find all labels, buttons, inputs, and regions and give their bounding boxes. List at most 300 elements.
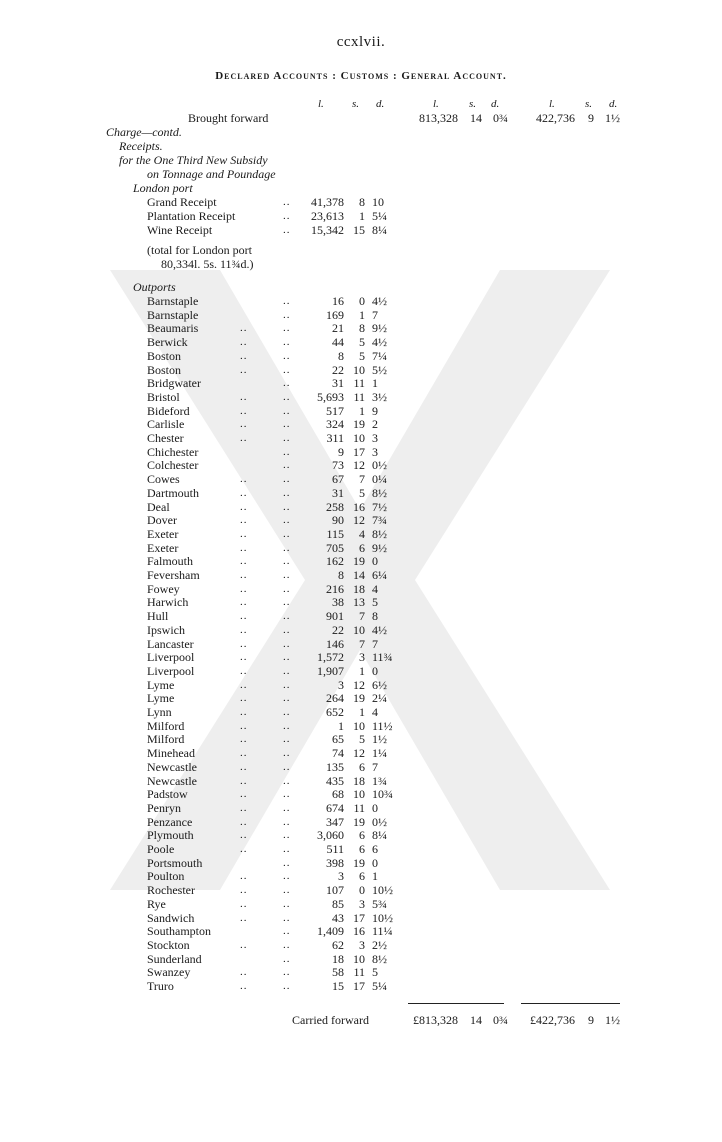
london-row-d: 5¼ <box>372 209 387 223</box>
outport-name: Cowes <box>147 472 180 487</box>
outport-s: 19 <box>353 691 365 706</box>
leader-dots: .. <box>283 692 291 705</box>
brought-forward-third-d: 1½ <box>605 111 620 125</box>
outport-s: 1 <box>359 307 365 322</box>
outport-name: Berwick <box>147 335 188 350</box>
outport-l: 74 <box>332 746 344 761</box>
outport-d: 0¼ <box>372 472 387 487</box>
outport-s: 5 <box>359 485 365 500</box>
leader-dots: .. <box>283 459 291 472</box>
leader-dots: .. <box>283 445 291 458</box>
outport-d: 5 <box>372 965 378 980</box>
running-header: Declared Accounts : Customs : General Account. <box>215 70 507 82</box>
outport-s: 4 <box>359 526 365 541</box>
outport-s: 5 <box>359 348 365 363</box>
outport-l: 15 <box>332 979 344 993</box>
outport-d: 2 <box>372 417 378 432</box>
leader-dots: .. <box>283 911 291 924</box>
leader-dots: .. <box>240 829 248 842</box>
outport-s: 0 <box>359 883 365 898</box>
outport-name: Chester <box>147 431 184 445</box>
leader-dots: .. <box>283 884 291 897</box>
leader-dots: .. <box>283 404 291 417</box>
london-row-d: 10 <box>372 195 384 209</box>
leader-dots: .. <box>283 952 291 965</box>
outport-l: 73 <box>332 458 344 473</box>
outport-name: Poole <box>147 842 175 856</box>
leader-dots: .. <box>240 390 248 403</box>
outport-d: 5 <box>372 595 378 610</box>
outport-name: Rye <box>147 896 166 911</box>
leader-dots: .. <box>283 925 291 938</box>
receipts-label: Receipts. <box>119 139 163 153</box>
leader-dots: .. <box>283 829 291 842</box>
outport-l: 65 <box>332 732 344 747</box>
outport-name: Harwich <box>147 595 189 610</box>
column-head-second-0: l. <box>433 98 439 110</box>
outport-s: 7 <box>359 472 365 487</box>
outport-l: 162 <box>326 554 344 569</box>
outport-l: 901 <box>326 609 344 624</box>
outport-name: Milford <box>147 732 185 747</box>
outport-name: Fowey <box>147 581 180 596</box>
leader-dots: .. <box>283 210 291 222</box>
outport-d: 0½ <box>372 458 387 473</box>
leader-dots: .. <box>240 349 248 362</box>
outport-name: Falmouth <box>147 554 194 569</box>
outport-s: 6 <box>359 828 365 843</box>
outport-s: 6 <box>359 540 365 555</box>
outport-name: Poulton <box>147 869 185 884</box>
column-head-main-2: d. <box>376 98 385 110</box>
outport-name: Bridgwater <box>147 376 201 391</box>
outport-l: 674 <box>326 800 344 815</box>
outport-l: 18 <box>332 951 344 966</box>
leader-dots: .. <box>283 596 291 609</box>
leader-dots: .. <box>240 582 248 595</box>
outport-name: Colchester <box>147 458 199 473</box>
outport-l: 8 <box>338 568 344 582</box>
london-port-label: London port <box>133 181 193 195</box>
outport-name: Barnstaple <box>147 294 199 308</box>
outport-name: Liverpool <box>147 650 195 665</box>
london-row-name: Wine Receipt <box>147 223 213 237</box>
outport-d: 4½ <box>372 622 387 637</box>
leader-dots: .. <box>240 747 248 760</box>
brought-forward-third-s: 9 <box>588 111 594 125</box>
brought-forward-second-l: 813,328 <box>419 111 458 125</box>
outport-d: 1 <box>372 376 378 391</box>
column-head-main-1: s. <box>352 98 360 110</box>
leader-dots: .. <box>283 637 291 650</box>
column-head-third-1: s. <box>585 98 593 110</box>
outport-l: 31 <box>332 485 344 500</box>
outport-name: Sandwich <box>147 910 195 925</box>
outport-l: 146 <box>326 636 344 651</box>
leader-dots: .. <box>283 760 291 773</box>
outport-l: 38 <box>332 595 344 610</box>
leader-dots: .. <box>240 651 248 664</box>
outport-s: 11 <box>353 376 365 391</box>
leader-dots: .. <box>240 884 248 897</box>
leader-dots: .. <box>240 486 248 499</box>
outport-l: 1,572 <box>317 650 344 665</box>
leader-dots: .. <box>283 788 291 801</box>
leader-dots: .. <box>240 363 248 376</box>
outport-s: 16 <box>353 499 365 514</box>
subsidy-label-line2: on Tonnage and Poundage <box>147 167 276 181</box>
leader-dots: .. <box>283 308 291 321</box>
outport-name: Feversham <box>147 568 200 582</box>
outport-name: Chichester <box>147 444 199 459</box>
outport-l: 169 <box>326 307 344 322</box>
outport-s: 19 <box>353 554 365 569</box>
outport-d: 0 <box>372 663 378 678</box>
leader-dots: .. <box>283 432 291 444</box>
outport-l: 517 <box>326 403 344 418</box>
outport-name: Newcastle <box>147 773 197 788</box>
outport-s: 7 <box>359 609 365 624</box>
leader-dots: .. <box>283 295 291 307</box>
leader-dots: .. <box>283 377 291 390</box>
carried-forward-second-s: 14 <box>470 1013 482 1027</box>
outport-s: 11 <box>353 389 365 404</box>
leader-dots: .. <box>240 418 248 431</box>
leader-dots: .. <box>240 596 248 609</box>
outport-l: 115 <box>326 526 344 541</box>
outport-s: 19 <box>353 417 365 432</box>
outport-name: Southampton <box>147 924 212 939</box>
leader-dots: .. <box>283 706 291 718</box>
leader-dots: .. <box>283 856 291 869</box>
charge-label: Charge—contd. <box>106 125 182 139</box>
outport-d: 3 <box>372 431 378 445</box>
outport-d: 7 <box>372 636 378 651</box>
outport-s: 16 <box>353 924 365 939</box>
outport-l: 1 <box>338 718 344 733</box>
leader-dots: .. <box>283 651 291 664</box>
carried-forward-label: Carried forward <box>292 1013 369 1027</box>
outport-name: Swanzey <box>147 965 191 980</box>
outport-d: 1½ <box>372 732 387 747</box>
outport-name: Dover <box>147 513 177 528</box>
outport-d: 4½ <box>372 335 387 350</box>
leader-dots: .. <box>283 747 291 760</box>
outport-s: 17 <box>353 910 365 925</box>
outport-l: 90 <box>332 513 344 528</box>
outport-d: 1¼ <box>372 746 387 761</box>
outport-s: 6 <box>359 869 365 884</box>
leader-dots: .. <box>283 363 291 376</box>
outport-name: Liverpool <box>147 663 195 678</box>
outport-d: 10½ <box>372 910 393 925</box>
leader-dots: .. <box>283 733 291 746</box>
leader-dots: .. <box>283 719 291 732</box>
outport-s: 0 <box>359 294 365 308</box>
leader-dots: .. <box>240 980 248 992</box>
leader-dots: .. <box>240 527 248 540</box>
outport-name: Lancaster <box>147 636 194 651</box>
outport-s: 17 <box>353 444 365 459</box>
outport-s: 12 <box>353 458 365 473</box>
outport-s: 8 <box>359 321 365 336</box>
outport-d: 6 <box>372 842 378 856</box>
london-row-l: 15,342 <box>311 223 344 237</box>
outport-name: Milford <box>147 718 185 733</box>
outport-l: 8 <box>338 348 344 363</box>
brought-forward-third-l: 422,736 <box>536 111 575 125</box>
london-row-s: 15 <box>353 223 365 237</box>
outport-l: 44 <box>332 335 344 350</box>
london-total-line1: (total for London port <box>147 243 252 257</box>
outport-l: 216 <box>326 581 344 596</box>
outport-name: Lynn <box>147 705 172 719</box>
outport-name: Hull <box>147 609 169 624</box>
leader-dots: .. <box>283 623 291 636</box>
london-row-s: 1 <box>359 209 365 223</box>
outport-l: 31 <box>332 376 344 391</box>
outport-name: Lyme <box>147 677 175 692</box>
outport-d: 7½ <box>372 499 387 514</box>
carried-forward-third-d: 1½ <box>605 1013 620 1027</box>
rule-third-column <box>521 1003 620 1004</box>
outport-name: Penzance <box>147 814 193 829</box>
rule-second-column <box>408 1003 504 1004</box>
outport-s: 13 <box>353 595 365 610</box>
page-folio: ccxlvii. <box>336 34 386 50</box>
outport-d: 7 <box>372 759 378 774</box>
outport-s: 12 <box>353 746 365 761</box>
leader-dots: .. <box>283 418 291 431</box>
outport-d: 5¼ <box>372 979 387 993</box>
leader-dots: .. <box>283 664 291 677</box>
leader-dots: .. <box>240 760 248 773</box>
column-head-main-0: l. <box>318 98 324 110</box>
leader-dots: .. <box>240 569 248 581</box>
leader-dots: .. <box>240 322 248 335</box>
leader-dots: .. <box>283 610 291 623</box>
outport-d: 1¾ <box>372 773 387 788</box>
outport-l: 22 <box>332 622 344 637</box>
brought-forward-second-s: 14 <box>470 111 482 125</box>
leader-dots: .. <box>283 322 291 335</box>
subsidy-label-line1: for the One Third New Subsidy <box>119 153 268 167</box>
outport-s: 12 <box>353 677 365 692</box>
carried-forward-third-l: £422,736 <box>530 1013 575 1027</box>
leader-dots: .. <box>240 911 248 924</box>
outport-l: 9 <box>338 444 344 459</box>
leader-dots: .. <box>283 870 291 883</box>
outport-l: 16 <box>332 294 344 308</box>
outport-s: 5 <box>359 732 365 747</box>
outport-s: 6 <box>359 842 365 856</box>
leader-dots: .. <box>283 336 291 349</box>
outport-s: 10 <box>353 718 365 733</box>
leader-dots: .. <box>283 473 291 486</box>
outport-name: Bristol <box>147 389 180 404</box>
outport-s: 10 <box>353 362 365 377</box>
leader-dots: .. <box>240 473 248 486</box>
london-row-l: 41,378 <box>311 195 344 209</box>
outport-l: 398 <box>326 855 344 870</box>
outport-l: 1,409 <box>317 924 344 939</box>
outport-s: 10 <box>353 431 365 445</box>
outport-l: 22 <box>332 362 344 377</box>
outport-d: 8 <box>372 609 378 624</box>
outport-l: 21 <box>332 321 344 336</box>
outport-s: 1 <box>359 663 365 678</box>
outport-s: 1 <box>359 705 365 719</box>
outport-name: Penryn <box>147 800 181 815</box>
carried-forward-third-s: 9 <box>588 1013 594 1027</box>
leader-dots: .. <box>240 555 248 568</box>
outport-name: Boston <box>147 362 182 377</box>
leader-dots: .. <box>240 514 248 527</box>
outport-name: Portsmouth <box>147 855 203 870</box>
leader-dots: .. <box>240 610 248 623</box>
outport-l: 435 <box>326 773 344 788</box>
outport-name: Carlisle <box>147 417 185 432</box>
leader-dots: .. <box>240 938 248 951</box>
outport-name: Plymouth <box>147 828 194 843</box>
outport-d: 11¾ <box>372 650 393 665</box>
outport-d: 9½ <box>372 321 387 336</box>
outport-d: 0 <box>372 855 378 870</box>
outport-d: 11½ <box>372 718 393 733</box>
leader-dots: .. <box>240 719 248 732</box>
outport-d: 10¾ <box>372 787 393 802</box>
outport-s: 3 <box>359 937 365 952</box>
leader-dots: .. <box>240 692 248 705</box>
outport-s: 10 <box>353 951 365 966</box>
leader-dots: .. <box>240 637 248 650</box>
leader-dots: .. <box>283 541 291 554</box>
leader-dots: .. <box>283 980 291 992</box>
outport-l: 1,907 <box>317 663 344 678</box>
outport-d: 8½ <box>372 951 387 966</box>
leader-dots: .. <box>240 870 248 883</box>
outport-d: 1 <box>372 869 378 884</box>
leader-dots: .. <box>240 966 248 979</box>
outport-name: Deal <box>147 499 170 514</box>
leader-dots: .. <box>240 541 248 554</box>
outport-l: 652 <box>326 705 344 719</box>
outport-s: 3 <box>359 650 365 665</box>
outport-l: 67 <box>332 472 344 487</box>
outport-d: 2¼ <box>372 691 387 706</box>
london-total-line2: 80,334l. 5s. 11¾d.) <box>161 257 254 271</box>
outport-name: Bideford <box>147 403 190 418</box>
outport-d: 4½ <box>372 294 387 308</box>
outport-d: 7¼ <box>372 348 387 363</box>
leader-dots: .. <box>283 815 291 828</box>
leader-dots: .. <box>283 897 291 910</box>
leader-dots: .. <box>283 486 291 499</box>
outport-s: 19 <box>353 814 365 829</box>
outport-d: 5¾ <box>372 896 387 911</box>
brought-forward-second-d: 0¾ <box>493 111 508 125</box>
london-row-l: 23,613 <box>311 209 344 223</box>
outport-s: 1 <box>359 403 365 418</box>
outport-s: 18 <box>353 773 365 788</box>
leader-dots: .. <box>240 788 248 801</box>
leader-dots: .. <box>283 196 291 208</box>
leader-dots: .. <box>283 500 291 513</box>
outport-l: 5,693 <box>317 389 344 404</box>
outport-d: 5½ <box>372 362 387 377</box>
outport-d: 10½ <box>372 883 393 898</box>
outport-s: 5 <box>359 335 365 350</box>
outport-d: 3½ <box>372 389 387 404</box>
outport-name: Newcastle <box>147 759 197 774</box>
leader-dots: .. <box>240 432 248 444</box>
outport-l: 3 <box>338 869 344 884</box>
outport-d: 4 <box>372 705 378 719</box>
outport-d: 8½ <box>372 485 387 500</box>
outport-s: 18 <box>353 581 365 596</box>
outport-l: 264 <box>326 691 344 706</box>
leader-dots: .. <box>240 706 248 718</box>
leader-dots: .. <box>240 897 248 910</box>
carried-forward-second-d: 0¾ <box>493 1013 508 1027</box>
column-head-second-1: s. <box>469 98 477 110</box>
outport-name: Dartmouth <box>147 485 199 500</box>
outport-name: Beaumaris <box>147 321 199 336</box>
outport-name: Sunderland <box>147 951 202 966</box>
leader-dots: .. <box>240 733 248 746</box>
column-head-third-2: d. <box>609 98 618 110</box>
outport-s: 11 <box>353 965 365 980</box>
leader-dots: .. <box>240 801 248 814</box>
outport-d: 0 <box>372 800 378 815</box>
outport-d: 2½ <box>372 937 387 952</box>
outport-name: Minehead <box>147 746 195 761</box>
outport-l: 68 <box>332 787 344 802</box>
outport-l: 311 <box>326 431 344 445</box>
leader-dots: .. <box>283 801 291 814</box>
outport-d: 7 <box>372 307 378 322</box>
outport-d: 7¾ <box>372 513 387 528</box>
leader-dots: .. <box>240 336 248 349</box>
brought-forward-label: Brought forward <box>188 111 269 125</box>
outport-l: 3,060 <box>317 828 344 843</box>
leader-dots: .. <box>240 815 248 828</box>
outport-name: Exeter <box>147 526 179 541</box>
outport-s: 19 <box>353 855 365 870</box>
outports-label: Outports <box>133 280 176 294</box>
leader-dots: .. <box>283 555 291 568</box>
outport-name: Ipswich <box>147 622 185 637</box>
outport-l: 43 <box>332 910 344 925</box>
london-row-name: Grand Receipt <box>147 195 217 209</box>
leader-dots: .. <box>283 224 291 236</box>
column-head-third-0: l. <box>549 98 555 110</box>
outport-l: 135 <box>326 759 344 774</box>
column-head-second-2: d. <box>491 98 500 110</box>
outport-l: 511 <box>326 842 344 856</box>
leader-dots: .. <box>283 966 291 979</box>
london-row-d: 8¼ <box>372 223 387 237</box>
outport-l: 705 <box>326 540 344 555</box>
outport-name: Padstow <box>147 787 188 802</box>
outport-l: 324 <box>326 417 344 432</box>
leader-dots: .. <box>283 390 291 403</box>
outport-l: 85 <box>332 896 344 911</box>
leader-dots: .. <box>283 843 291 855</box>
leader-dots: .. <box>240 774 248 787</box>
outport-s: 10 <box>353 787 365 802</box>
leader-dots: .. <box>240 623 248 636</box>
